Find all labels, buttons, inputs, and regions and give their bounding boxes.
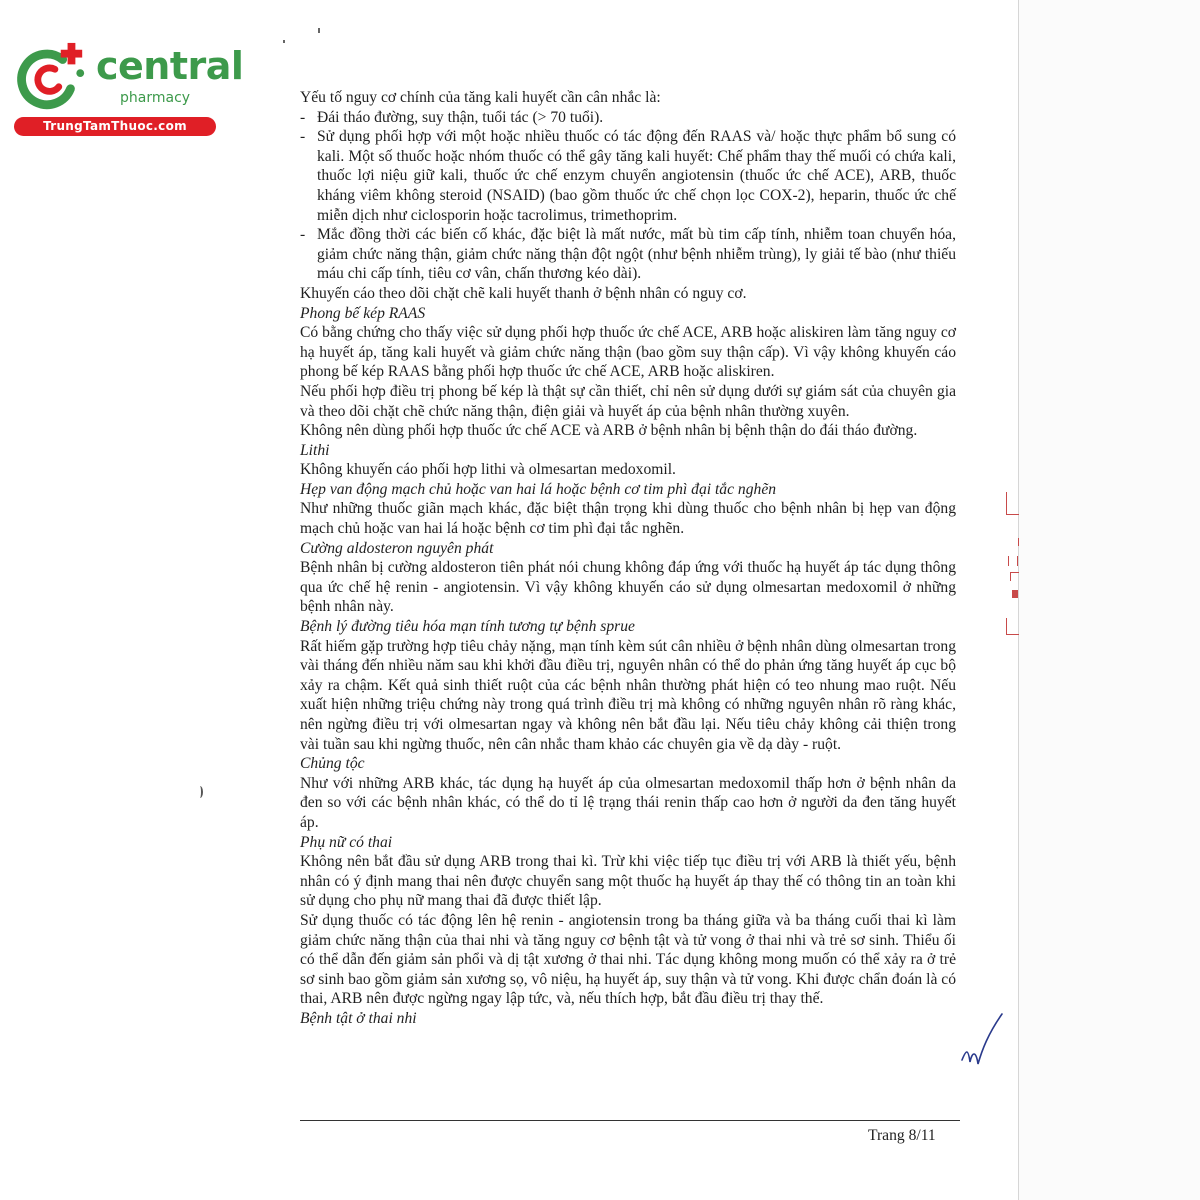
paragraph: Sử dụng thuốc có tác động lên hệ renin - angiotensin trong ba tháng giữa và ba tháng cuối thai kì làm giảm chức năng thận của thai nhi và tăng nguy cơ bệnh tật và tử vong ở thai nhi và trẻ sơ sinh. Thiểu ối có thể dẫn đến giảm sản phổi và dị tật xương ở thai nhi. Tác dụng không mong muốn có thể xảy ra ở trẻ sơ sinh bao gồm giảm sản xương sọ, vô niệu, hạ huyết áp, suy thận và tử vong. Khi được chẩn đoán là có thai, ARB nên được ngừng ngay lập tức, và, nếu thích hợp, bắt đầu điều trị thay thế. — [300, 911, 956, 1008]
section-heading: Bệnh tật ở thai nhi — [300, 1009, 417, 1027]
section-heading: Cường aldosteron nguyên phát — [300, 539, 494, 557]
brand-site-link[interactable]: TrungTamThuoc.com — [14, 117, 216, 136]
page-number: Trang 8/11 — [868, 1127, 936, 1144]
document-body — [300, 88, 956, 1029]
paragraph: Bệnh nhân bị cường aldosteron tiên phát nói chung không đáp ứng với thuốc hạ huyết áp tác dụng thông qua ức chế hệ renin - angiotensin. Vì vậy không khuyến cáo sử dụng olmesartan medoxomil ở những bệnh nhân này. — [300, 559, 956, 616]
signature-mark — [958, 1010, 1008, 1070]
paragraph: Không nên dùng phối hợp thuốc ức chế ACE và ARB ở bệnh nhân bị bệnh thận do đái tháo đường. — [300, 422, 918, 440]
brand-subtitle: pharmacy — [120, 90, 191, 106]
paragraph: Không nên bắt đầu sử dụng ARB trong thai kì. Trừ khi việc tiếp tục điều trị với ARB là thiết yếu, bệnh nhân có ý định mang thai nên được chuyển sang một thuốc hạ huyết áp thay thế có thông tin an toàn khi sử dụng cho phụ nữ mang thai đã được thiết lập. — [300, 853, 956, 910]
pharmacy-cross-icon — [12, 40, 90, 118]
scan-speck — [197, 786, 203, 798]
brand-logo[interactable] — [8, 36, 244, 136]
paragraph: Yếu tố nguy cơ chính của tăng kali huyết cần cân nhắc là: — [300, 89, 661, 106]
section-heading: Chủng tộc — [300, 755, 365, 773]
brand-name: central — [96, 44, 244, 88]
bullet-item: - Sử dụng phối hợp với một hoặc nhiều thuốc có tác động đến RAAS và/ hoặc thực phẩm bổ sung có kali. Một số thuốc hoặc nhóm thuốc có thể gây tăng kali huyết: Chế phẩm thay thế muối có chứa kali, thuốc lợi niệu giữ kali, thuốc ức chế enzym chuyển angiotensin (thuốc ức chế ACE), ARB, thuốc kháng viêm không steroid (NSAID) (bao gồm thuốc ức chế chọn lọc COX-2), heparin, thuốc ức chế miễn dịch như ciclosporin hoặc tacrolimus, trimethoprim. — [300, 127, 956, 225]
paragraph: Không khuyến cáo phối hợp lithi và olmesartan medoxomil. — [300, 461, 676, 479]
bullet-item: - Đái tháo đường, suy thận, tuổi tác (> 70 tuổi). — [300, 108, 956, 128]
section-heading: Phụ nữ có thai — [300, 833, 393, 851]
margin-mark — [1006, 618, 1019, 635]
margin-mark — [1006, 492, 1019, 515]
paragraph: Có bằng chứng cho thấy việc sử dụng phối hợp thuốc ức chế ACE, ARB hoặc aliskiren làm tăng nguy cơ hạ huyết áp, tăng kali huyết và giảm chức năng thận (bao gồm suy thận cấp). Vì vậy không khuyến cáo phong bế kép RAAS bằng phối hợp thuốc ức chế ACE, ARB hoặc aliskiren. — [300, 324, 956, 381]
section-heading: Hẹp van động mạch chủ hoặc van hai lá hoặc bệnh cơ tim phì đại tắc nghẽn — [300, 480, 777, 498]
paragraph: Rất hiếm gặp trường hợp tiêu chảy nặng, mạn tính kèm sút cân nhiều ở bệnh nhân dùng olmesartan trong vài tháng đến nhiều năm sau khi khởi đầu điều trị, nguyên nhân có thể do phản ứng tăng huyết áp cục bộ xảy ra chậm. Kết quả sinh thiết ruột của các bệnh nhân thường phát hiện có teo nhung mao ruột. Nếu xuất hiện những triệu chứng này trong quá trình điều trị mà không có những nguyên nhân rõ ràng khác, nên ngừng điều trị với olmesartan ngay và không nên bắt đầu lại. Nếu tiêu chảy không cải thiện trong vài tuần sau khi ngừng thuốc, nên cân nhắc tham khảo các chuyên gia về dạ dày - ruột. — [300, 637, 956, 753]
paragraph: Như những thuốc giãn mạch khác, đặc biệt thận trọng khi dùng thuốc cho bệnh nhân bị hẹp van động mạch chủ hoặc van hai lá hoặc bệnh cơ tim phì đại tắc nghẽn. — [300, 500, 956, 538]
scan-speck — [283, 40, 285, 43]
section-heading: Lithi — [300, 441, 330, 459]
margin-mark — [1008, 556, 1018, 566]
paragraph: Như với những ARB khác, tác dụng hạ huyết áp của olmesartan medoxomil thấp hơn ở bệnh nhân da đen so với các bệnh nhân khác, có thể do tỉ lệ trạng thái renin thấp cao hơn ở người da đen tăng huyết áp. — [300, 774, 956, 831]
margin-mark — [1010, 538, 1019, 546]
margin-mark — [1010, 572, 1019, 581]
paragraph: Nếu phối hợp điều trị phong bế kép là thật sự cần thiết, chỉ nên sử dụng dưới sự giám sát của chuyên gia và theo dõi chặt chẽ chức năng thận, điện giải và huyết áp của bệnh nhân thường xuyên. — [300, 382, 956, 420]
margin-mark — [1012, 590, 1018, 598]
footer-divider — [300, 1120, 960, 1121]
paragraph: Khuyến cáo theo dõi chặt chẽ kali huyết thanh ở bệnh nhân có nguy cơ. — [300, 284, 747, 302]
section-heading: Bệnh lý đường tiêu hóa mạn tính tương tự bệnh sprue — [300, 618, 635, 636]
scan-speck — [318, 28, 320, 33]
page-edge — [1018, 0, 1200, 1200]
section-heading: Phong bế kép RAAS — [300, 304, 426, 322]
bullet-item: - Mắc đồng thời các biến cố khác, đặc biệt là mất nước, mất bù tim cấp tính, nhiễm toan chuyển hóa, giảm chức năng thận, giảm chức năng thận đột ngột (như bệnh nhiễm trùng), ly giải tế bào (như thiếu máu chi cấp tính, tiêu cơ vân, chấn thương kéo dài). — [300, 225, 956, 284]
